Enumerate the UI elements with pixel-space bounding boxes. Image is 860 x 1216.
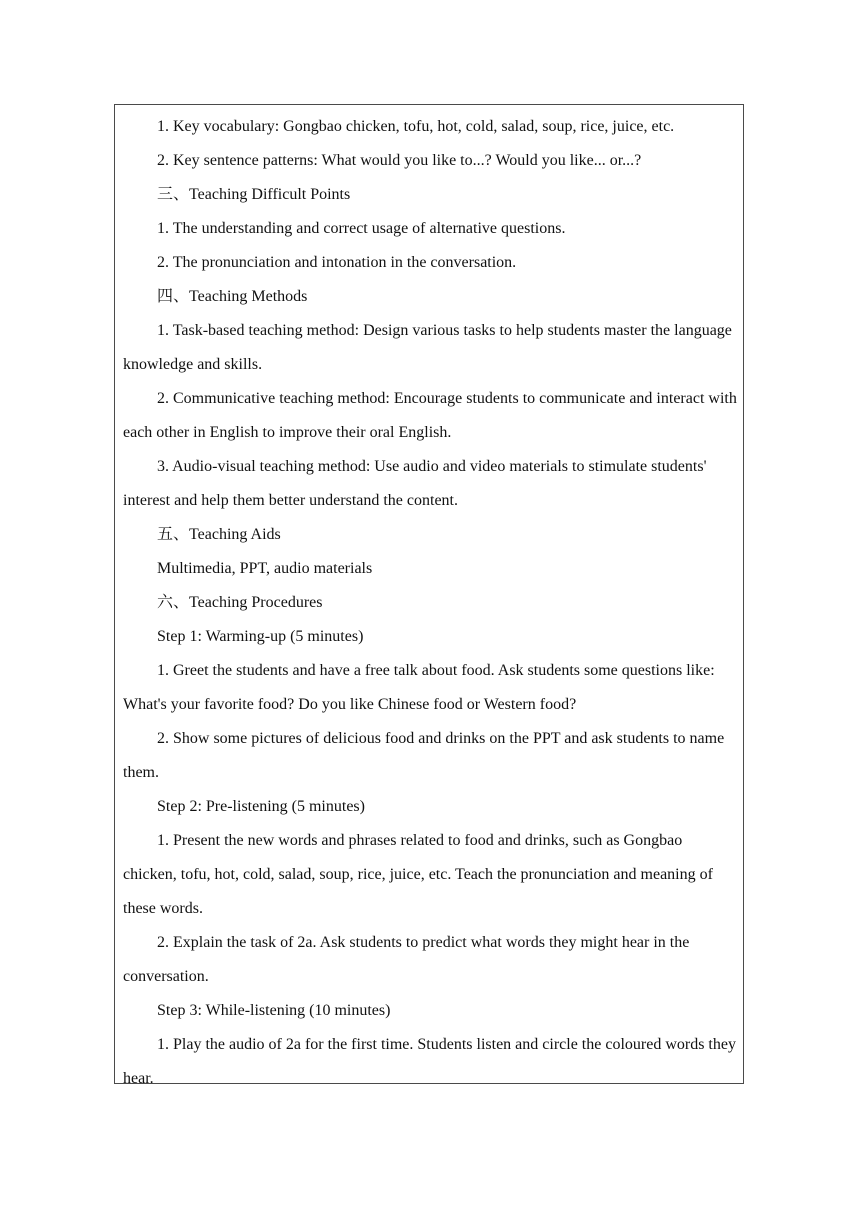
paragraph: 2. Key sentence patterns: What would you like to...? Would you like... or...? bbox=[157, 152, 642, 169]
section-heading: 三、Teaching Difficult Points bbox=[157, 186, 351, 203]
paragraph: 2. Communicative teaching method: Encourage students to communicate and interact with each other in English to improve their oral English. bbox=[123, 390, 737, 441]
document-body bbox=[123, 110, 739, 1096]
step-heading: Step 2: Pre-listening (5 minutes) bbox=[157, 798, 365, 815]
section-heading: 四、Teaching Methods bbox=[157, 288, 308, 305]
paragraph: Multimedia, PPT, audio materials bbox=[157, 560, 373, 577]
paragraph: 1. Key vocabulary: Gongbao chicken, tofu, hot, cold, salad, soup, rice, juice, etc. bbox=[157, 118, 675, 135]
paragraph: 1. Greet the students and have a free talk about food. Ask students some questions like: What's your favorite food? Do you like Chinese food or Western food? bbox=[123, 662, 715, 713]
step-heading: Step 3: While-listening (10 minutes) bbox=[157, 1002, 391, 1019]
section-heading: 六、Teaching Procedures bbox=[157, 594, 323, 611]
paragraph: 1. Present the new words and phrases related to food and drinks, such as Gongbao chicken, tofu, hot, cold, salad, soup, rice, juice, etc. Teach the pronunciation and meaning of these words. bbox=[123, 832, 713, 917]
paragraph: 2. Show some pictures of delicious food and drinks on the PPT and ask students to name them. bbox=[123, 730, 725, 781]
paragraph: 1. Task-based teaching method: Design various tasks to help students master the language knowledge and skills. bbox=[123, 322, 732, 373]
paragraph: 3. Audio-visual teaching method: Use audio and video materials to stimulate students' interest and help them better understand the content. bbox=[123, 458, 707, 509]
step-heading: Step 1: Warming-up (5 minutes) bbox=[157, 628, 364, 645]
paragraph: 1. Play the audio of 2a for the first time. Students listen and circle the coloured words they hear. bbox=[123, 1036, 736, 1087]
paragraph: 2. The pronunciation and intonation in the conversation. bbox=[157, 254, 517, 271]
paragraph: 2. Explain the task of 2a. Ask students to predict what words they might hear in the conversation. bbox=[123, 934, 690, 985]
paragraph: 1. The understanding and correct usage of alternative questions. bbox=[157, 220, 566, 237]
section-heading: 五、Teaching Aids bbox=[157, 526, 281, 543]
document-frame bbox=[114, 104, 744, 1087]
